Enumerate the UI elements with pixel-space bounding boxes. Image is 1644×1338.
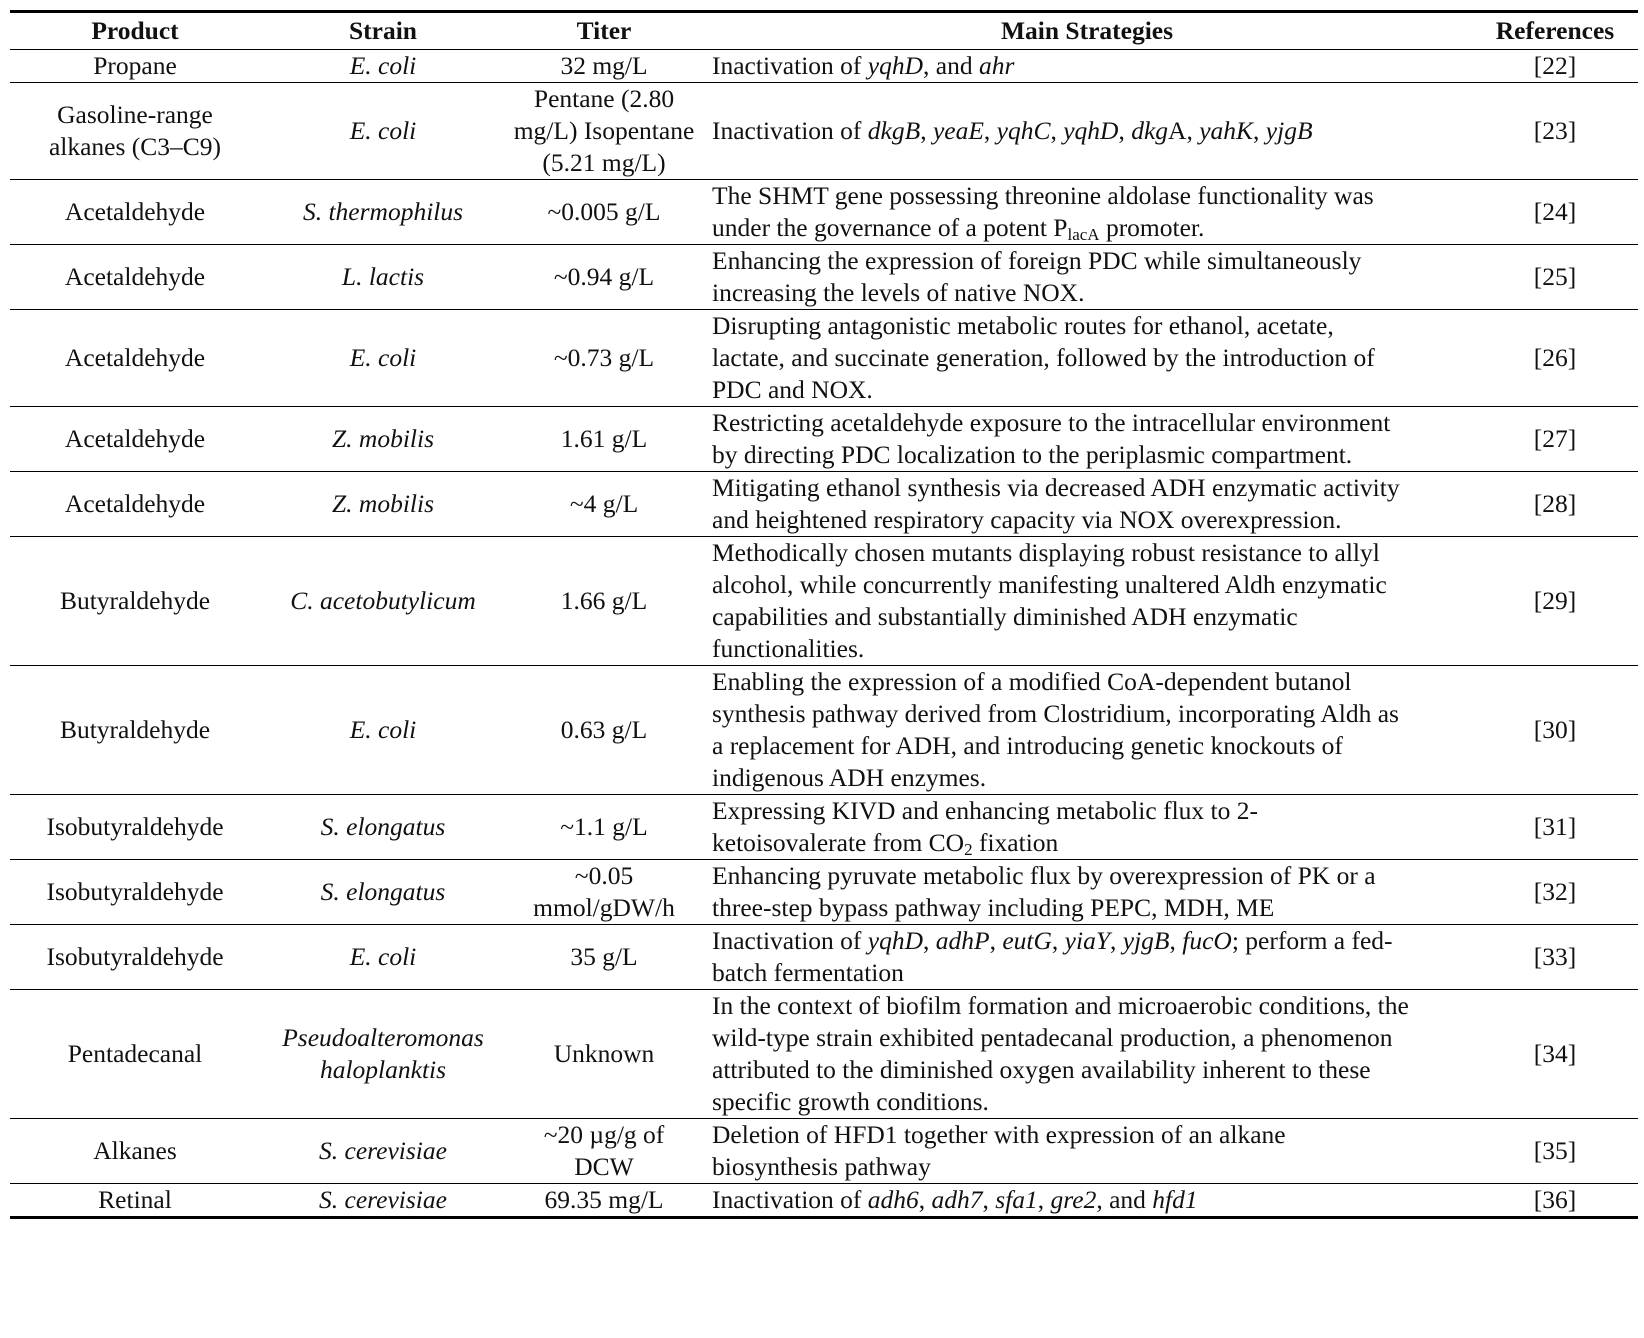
- subscript: 2: [964, 840, 973, 859]
- table-row: [10, 310, 1638, 407]
- gene-name: yjgB: [1265, 116, 1313, 145]
- strategy-text: ,: [1253, 116, 1266, 145]
- product-cell: Propane: [10, 50, 260, 83]
- gene-name: adh6: [867, 1185, 919, 1214]
- reference-cell: [29]: [1472, 537, 1638, 666]
- data-table: [10, 10, 1638, 1219]
- gene-name: yqhD: [867, 926, 924, 955]
- strategy-cell: [702, 666, 1472, 795]
- reference-cell: [30]: [1472, 666, 1638, 795]
- reference-cell: [23]: [1472, 83, 1638, 180]
- gene-name: sfa1: [995, 1185, 1038, 1214]
- table-row: [10, 990, 1638, 1119]
- gene-name: dkg: [1131, 116, 1169, 145]
- reference-cell: [36]: [1533, 1185, 1577, 1214]
- strategy-text: Inactivation of: [712, 926, 868, 955]
- strategy-text: Enhancing the expression of foreign PDC while simultaneously increasing the levels of native NOX.: [712, 246, 1362, 307]
- strain-cell: S. cerevisiae: [260, 1119, 506, 1184]
- reference-cell: [24]: [1472, 180, 1638, 245]
- product-cell: Gasoline-range alkanes (C3–C9): [10, 83, 260, 180]
- strategy-cell: [702, 83, 1472, 180]
- table-body: [10, 50, 1638, 1218]
- table-row: [10, 795, 1638, 860]
- strain-cell: Z. mobilis: [260, 407, 506, 472]
- gene-name: eutG: [1002, 926, 1052, 955]
- strain-cell: S. elongatus: [260, 795, 506, 860]
- strategy-text: , and: [923, 51, 979, 80]
- strategy-text: Enabling the expression of a modified CoA-dependent butanol synthesis pathway derived from Clostridium, incorporating Aldh as a replacement for ADH, and introducing genetic knockouts of indigenous ADH enzymes.: [712, 667, 1399, 792]
- strain-cell: S. cerevisiae: [319, 1185, 447, 1214]
- reference-cell: [25]: [1472, 245, 1638, 310]
- strain-cell: E. coli: [260, 83, 506, 180]
- strategy-text: Deletion of HFD1 together with expression of an alkane biosynthesis pathway: [712, 1120, 1286, 1181]
- subscript: lacA: [1067, 225, 1100, 244]
- titer-cell: Unknown: [506, 990, 702, 1119]
- strain-cell: Z. mobilis: [260, 472, 506, 537]
- header-references: References: [1472, 12, 1638, 50]
- gene-name: ahr: [978, 51, 1015, 80]
- table-row: [10, 50, 1638, 83]
- strategy-text: In the context of biofilm formation and microaerobic conditions, the wild-type strain exhibited pentadecanal production, a phenomenon attributed to the diminished oxygen availability inherent to these specific growth conditions.: [712, 991, 1409, 1116]
- strategy-cell: [702, 860, 1472, 925]
- strategy-cell: [702, 1184, 1472, 1218]
- gene-name: fucO: [1182, 926, 1232, 955]
- product-cell: Alkanes: [10, 1119, 260, 1184]
- titer-cell: 1.61 g/L: [506, 407, 702, 472]
- strategy-text: Inactivation of: [712, 51, 868, 80]
- table-row: [10, 180, 1638, 245]
- strategy-text: Enhancing pyruvate metabolic flux by overexpression of PK or a three-step bypass pathway including PEPC, MDH, ME: [712, 861, 1376, 922]
- gene-name: yeaE: [932, 116, 984, 145]
- strain-cell: S. thermophilus: [260, 180, 506, 245]
- strain-cell: E. coli: [260, 50, 506, 83]
- strain-cell: C. acetobutylicum: [260, 537, 506, 666]
- strategy-text: Disrupting antagonistic metabolic routes for ethanol, acetate, lactate, and succinate generation, followed by the introduction of PDC and NOX.: [712, 311, 1375, 404]
- strategy-cell: [702, 50, 1472, 83]
- strategy-cell: [702, 795, 1472, 860]
- table-row: [10, 83, 1638, 180]
- header-row: [10, 12, 1638, 50]
- header-titer: Titer: [506, 12, 702, 50]
- strategy-cell: [702, 537, 1472, 666]
- strategy-text: ,: [1169, 926, 1183, 955]
- table-row: [10, 1184, 1638, 1218]
- strategy-text: ,: [982, 1185, 996, 1214]
- strain-cell: E. coli: [260, 666, 506, 795]
- strategy-text: ,: [923, 926, 936, 955]
- titer-cell: ~0.005 g/L: [506, 180, 702, 245]
- product-cell: Acetaldehyde: [10, 407, 260, 472]
- gene-name: yqhD: [1063, 116, 1119, 145]
- strategy-text: ,: [1050, 116, 1064, 145]
- product-cell: Isobutyraldehyde: [10, 925, 260, 990]
- strain-cell: Pseudoalteromonas haloplanktis: [260, 990, 506, 1119]
- gene-name: yiaY: [1064, 926, 1111, 955]
- product-cell: Acetaldehyde: [10, 245, 260, 310]
- strategy-text: , and: [1096, 1185, 1153, 1214]
- strategy-cell: [702, 472, 1472, 537]
- reference-cell: [33]: [1472, 925, 1638, 990]
- titer-cell: 0.63 g/L: [506, 666, 702, 795]
- strategy-cell: [702, 407, 1472, 472]
- table-row: [10, 860, 1638, 925]
- strategy-text: promoter.: [1099, 213, 1205, 242]
- strategy-text: Mitigating ethanol synthesis via decreased ADH enzymatic activity and heightened respiratory capacity via NOX overexpression.: [712, 473, 1400, 534]
- product-cell: Isobutyraldehyde: [10, 795, 260, 860]
- strategy-text: Inactivation of: [712, 116, 868, 145]
- header-main-strategies: Main Strategies: [702, 12, 1472, 50]
- strain-cell: E. coli: [260, 925, 506, 990]
- product-cell: Pentadecanal: [10, 990, 260, 1119]
- reference-cell: [28]: [1472, 472, 1638, 537]
- table-row: [10, 925, 1638, 990]
- header-strain: Strain: [260, 12, 506, 50]
- product-cell: Acetaldehyde: [10, 310, 260, 407]
- strategy-text: ,: [1118, 116, 1132, 145]
- product-cell: Acetaldehyde: [10, 180, 260, 245]
- strain-cell: E. coli: [260, 310, 506, 407]
- strategy-text: Inactivation of: [712, 1185, 868, 1214]
- table-row: [10, 537, 1638, 666]
- strategy-cell: [702, 310, 1472, 407]
- strategy-text: ,: [920, 116, 933, 145]
- strategy-text: fixation: [972, 828, 1059, 857]
- titer-cell: ~1.1 g/L: [506, 795, 702, 860]
- gene-name: yahK: [1199, 116, 1254, 145]
- strategy-text: ; perform a fed-batch fermentation: [712, 926, 1393, 987]
- strategy-text: ,: [1110, 926, 1123, 955]
- strain-cell: S. elongatus: [260, 860, 506, 925]
- titer-cell: ~0.05 mmol/gDW/h: [506, 860, 702, 925]
- strategy-cell: [702, 245, 1472, 310]
- product-cell: Retinal: [98, 1185, 172, 1214]
- titer-cell: ~0.94 g/L: [506, 245, 702, 310]
- reference-cell: [31]: [1472, 795, 1638, 860]
- table-row: [10, 407, 1638, 472]
- reference-cell: [26]: [1472, 310, 1638, 407]
- gene-name: adh7: [931, 1185, 983, 1214]
- strain-cell: L. lactis: [260, 245, 506, 310]
- gene-name: yqhD: [867, 51, 924, 80]
- product-cell: Isobutyraldehyde: [10, 860, 260, 925]
- reference-cell: [35]: [1472, 1119, 1638, 1184]
- titer-cell: ~20 µg/g of DCW: [506, 1119, 702, 1184]
- strategy-cell: [702, 990, 1472, 1119]
- table-row: [10, 245, 1638, 310]
- strategy-cell: [702, 1119, 1472, 1184]
- reference-cell: [32]: [1472, 860, 1638, 925]
- gene-name: hfd1: [1152, 1185, 1198, 1214]
- product-cell: Butyraldehyde: [10, 666, 260, 795]
- reference-cell: [22]: [1472, 50, 1638, 83]
- table-row: [10, 472, 1638, 537]
- strategy-cell: [702, 180, 1472, 245]
- product-cell: Butyraldehyde: [10, 537, 260, 666]
- strategy-text: Methodically chosen mutants displaying robust resistance to allyl alcohol, while concurrently manifesting unaltered Aldh enzymatic capabilities and substantially diminished ADH enzymatic functionalities.: [712, 538, 1387, 663]
- strategy-text: ,: [1037, 1185, 1051, 1214]
- titer-cell: 32 mg/L: [506, 50, 702, 83]
- gene-name: yjgB: [1122, 926, 1170, 955]
- header-product: Product: [10, 12, 260, 50]
- reference-cell: [34]: [1472, 990, 1638, 1119]
- gene-name: adhP: [935, 926, 990, 955]
- titer-cell: Pentane (2.80 mg/L) Isopentane (5.21 mg/L): [506, 83, 702, 180]
- strategy-text: ,: [918, 1185, 932, 1214]
- titer-cell: ~0.73 g/L: [506, 310, 702, 407]
- gene-name: dkgB: [867, 116, 921, 145]
- strategy-text: ,: [983, 116, 997, 145]
- gene-name: yqhC: [996, 116, 1051, 145]
- strategy-text: Expressing KIVD and enhancing metabolic flux to 2-ketoisovalerate from CO: [712, 796, 1258, 857]
- table-row: [10, 666, 1638, 795]
- strategy-text: ,: [1051, 926, 1065, 955]
- strategy-cell: [702, 925, 1472, 990]
- titer-cell: ~4 g/L: [506, 472, 702, 537]
- strategy-text: Restricting acetaldehyde exposure to the intracellular environment by directing PDC localization to the periplasmic compartment.: [712, 408, 1391, 469]
- product-cell: Acetaldehyde: [10, 472, 260, 537]
- titer-cell: 1.66 g/L: [506, 537, 702, 666]
- reference-cell: [27]: [1472, 407, 1638, 472]
- gene-name: gre2: [1050, 1185, 1097, 1214]
- strategy-text: A,: [1168, 116, 1200, 145]
- strategy-text: The SHMT gene possessing threonine aldolase functionality was under the governance of a potent P: [712, 181, 1374, 242]
- titer-cell: 69.35 mg/L: [544, 1185, 664, 1214]
- table-row: [10, 1119, 1638, 1184]
- strategy-text: ,: [989, 926, 1003, 955]
- titer-cell: 35 g/L: [506, 925, 702, 990]
